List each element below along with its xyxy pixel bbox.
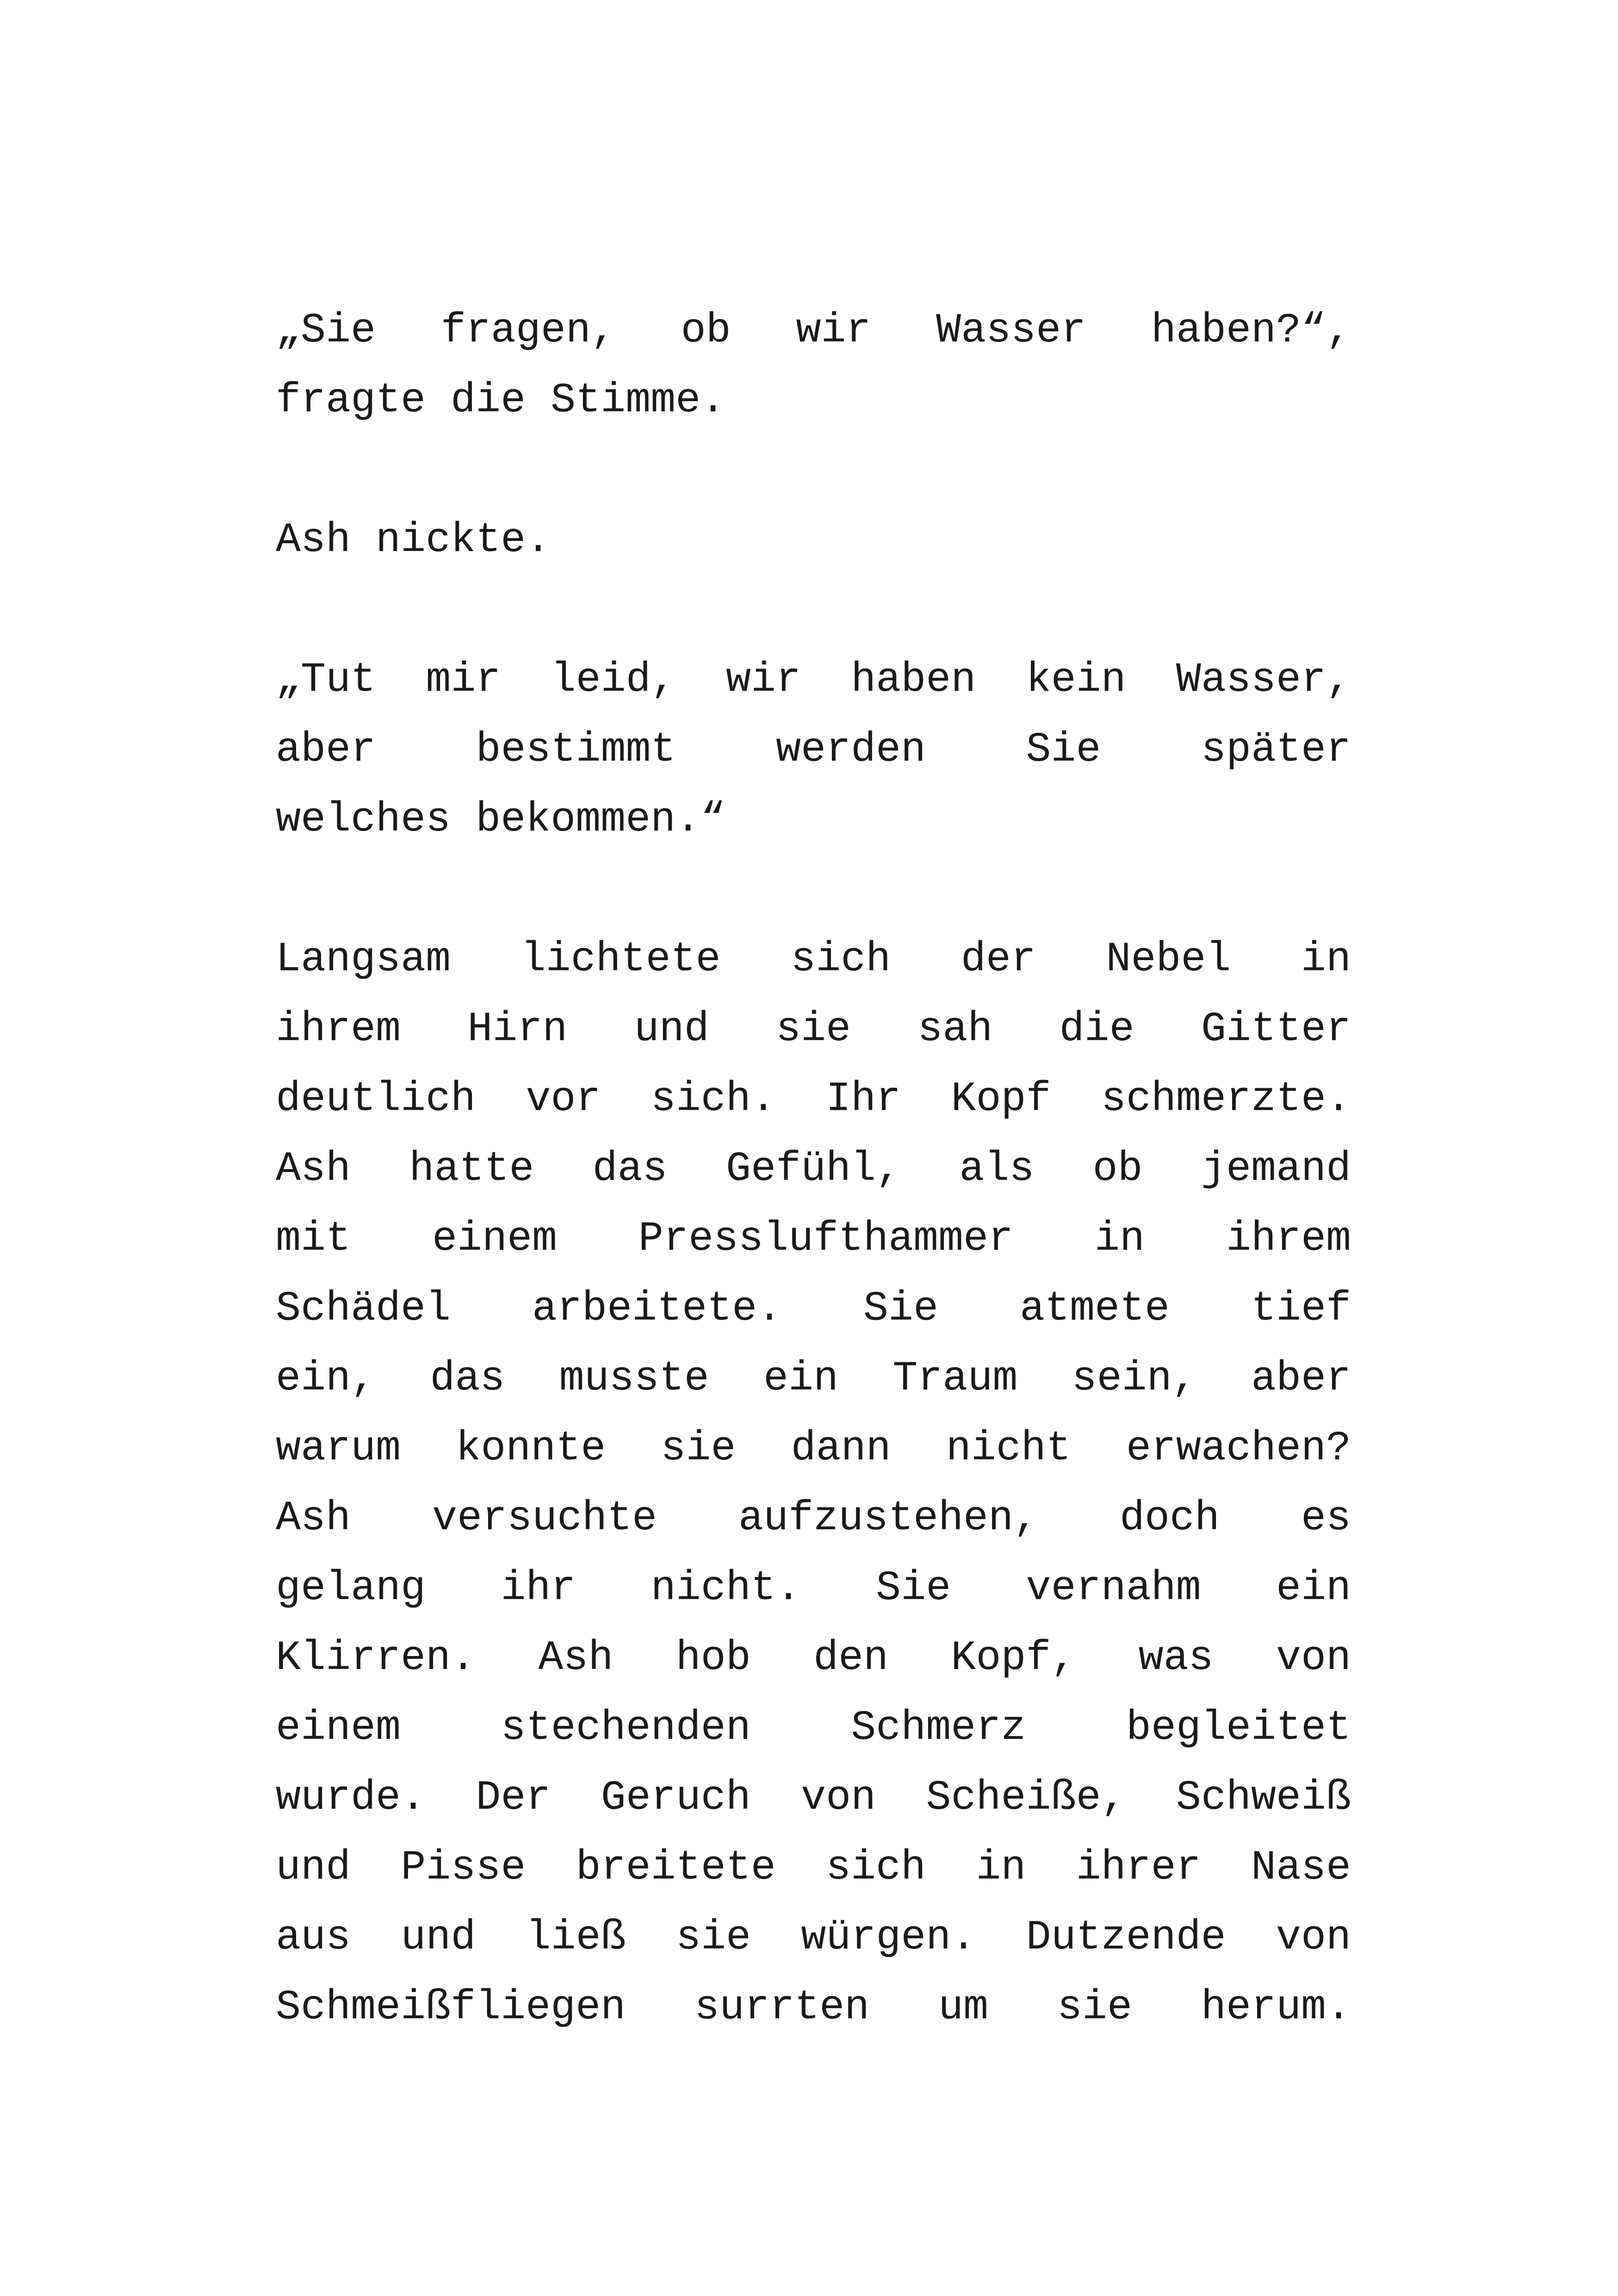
text-line: einem stechenden Schmerz begleitet	[276, 1705, 1351, 1752]
document-body	[276, 296, 1351, 2113]
text-line: und Pisse breitete sich in ihrer Nase	[276, 1844, 1351, 1892]
text-line: „Sie fragen, ob wir Wasser haben?“,	[276, 307, 1351, 354]
text-line: ein, das musste ein Traum sein, aber	[276, 1355, 1351, 1402]
text-line: deutlich vor sich. Ihr Kopf schmerzte.	[276, 1076, 1351, 1123]
paragraph	[276, 645, 1351, 855]
text-line: gelang ihr nicht. Sie vernahm ein	[276, 1565, 1351, 1612]
text-line: Schädel arbeitete. Sie atmete tief	[276, 1285, 1351, 1333]
text-line: Klirren. Ash hob den Kopf, was von	[276, 1635, 1351, 1682]
paragraph	[276, 296, 1351, 436]
text-line: Langsam lichtete sich der Nebel in	[276, 936, 1351, 983]
paragraph	[276, 925, 1351, 2043]
text-line: Ash hatte das Gefühl, als ob jemand	[276, 1146, 1351, 1193]
text-line: Schmeißfliegen surrten um sie herum.	[276, 1984, 1351, 2031]
text-line: aus und ließ sie würgen. Dutzende von	[276, 1914, 1351, 1961]
text-line: aber bestimmt werden Sie später	[276, 726, 1351, 774]
text-line: mit einem Presslufthammer in ihrem	[276, 1216, 1351, 1263]
text-line: Ash versuchte aufzustehen, doch es	[276, 1495, 1351, 1542]
text-line: ihrem Hirn und sie sah die Gitter	[276, 1006, 1351, 1053]
text-line: fragte die Stimme.	[276, 377, 726, 424]
text-line: wurde. Der Geruch von Scheiße, Schweiß	[276, 1775, 1351, 1822]
text-line: welches bekommen.“	[276, 796, 726, 844]
text-line: Ash nickte.	[276, 517, 551, 564]
text-line: warum konnte sie dann nicht erwachen?	[276, 1425, 1351, 1472]
paragraph	[276, 506, 1351, 576]
text-line: „Tut mir leid, wir haben kein Wasser,	[276, 657, 1351, 704]
